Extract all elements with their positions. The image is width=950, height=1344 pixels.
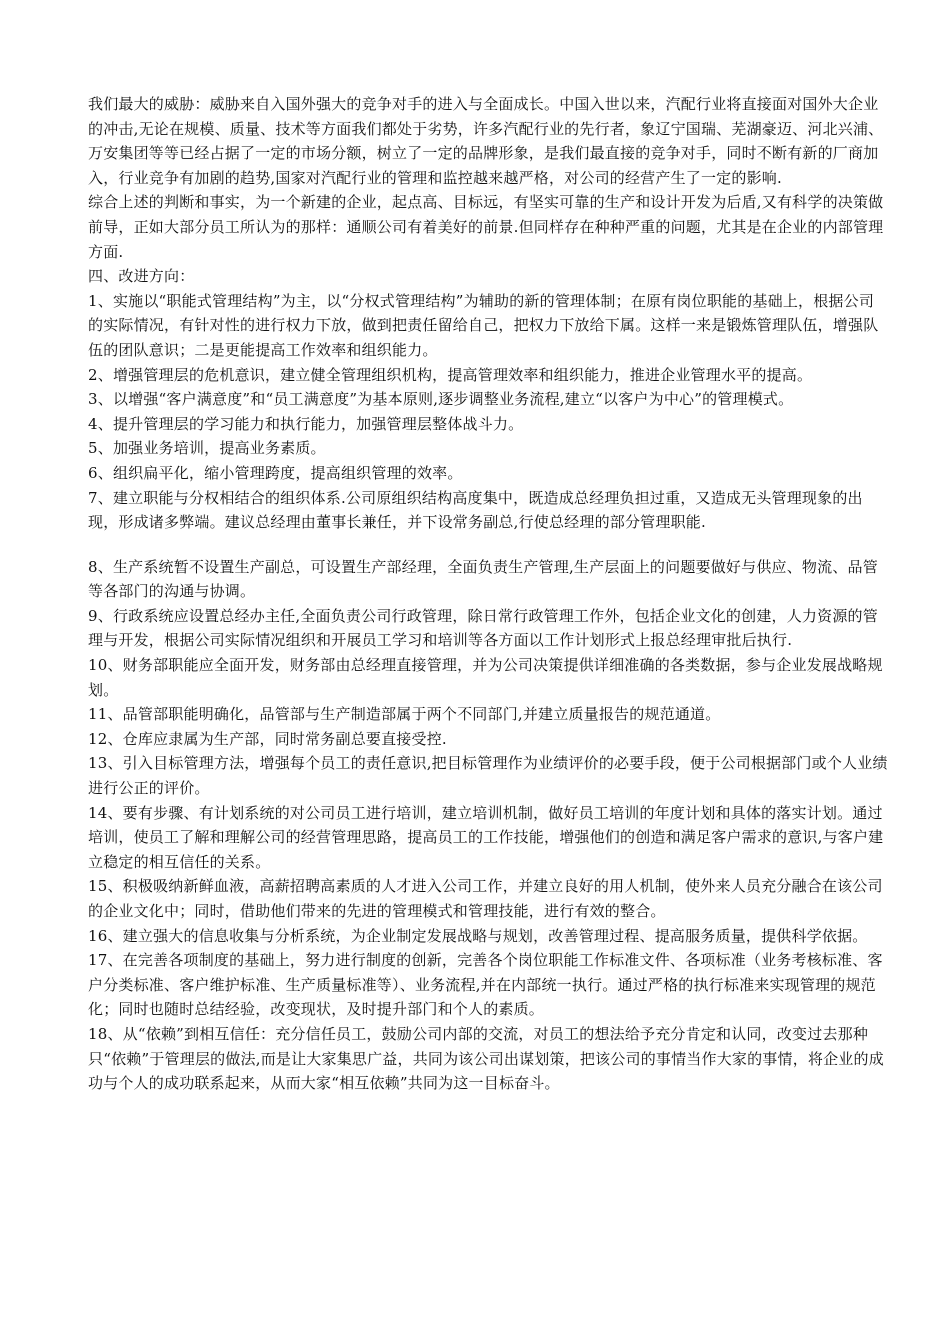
list-item-13: 13、引入目标管理方法，增强每个员工的责任意识,把目标管理作为业绩评价的必要手段，便于公司根据部门或个人业绩进行公正的评价。 [88, 754, 888, 798]
list-item-8: 8、生产系统暂不设置生产副总，可设置生产部经理，全面负责生产管理,生产层面上的问题要做好与供应、物流、品管等各部门的沟通与协调。 [88, 557, 878, 601]
list-item-2: 2、增强管理层的危机意识，建立健全管理组织机构，提高管理效率和组织能力，推进企业管理水平的提高。 [88, 365, 813, 384]
list-item-1: 1、实施以“职能式管理结构”为主，以“分权式管理结构”为辅助的新的管理体制；在原有岗位职能的基础上，根据公司的实际情况，有针对性的进行权力下放，做到把责任留给自己，把权力下放给下属。这样一来是锻炼管理队伍，增强队伍的团队意识；二是更能提高工作效率和组织能力。 [88, 291, 879, 359]
list-item-14: 14、要有步骤、有计划系统的对公司员工进行培训，建立培训机制，做好员工培训的年度计划和具体的落实计划。通过培训，使员工了解和理解公司的经营管理思路，提高员工的工作技能，增强他们的创造和满足客户需求的意识,与客户建立稳定的相互信任的关系。 [88, 803, 884, 871]
section-heading-improvements: 四、改进方向： [88, 267, 195, 286]
blank-line [88, 535, 888, 555]
list-item-5: 5、加强业务培训，提高业务素质。 [88, 439, 326, 458]
list-item-11: 11、品管部职能明确化，品管部与生产制造部属于两个不同部门,并建立质量报告的规范通道。 [88, 705, 721, 724]
list-item-16: 16、建立强大的信息收集与分析系统，为企业制定发展战略与规划，改善管理过程、提高服务质量，提供科学依据。 [88, 926, 868, 945]
list-item-15: 15、积极吸纳新鲜血液，高薪招聘高素质的人才进入公司工作，并建立良好的用人机制，使外来人员充分融合在该公司的企业文化中；同时，借助他们带来的先进的管理模式和管理技能，进行有效的整合。 [88, 877, 883, 920]
list-item-17: 17、在完善各项制度的基础上，努力进行制度的创新，完善各个岗位职能工作标准文件、各项标准（业务考核标准、客户分类标准、客户维护标准、生产质量标准等）、业务流程,并在内部统一执行。通过严格的执行标准来实现管理的规范化；同时也随时总结经验，改变现状，及时提升部门和个人的素质。 [88, 951, 883, 1019]
list-item-3: 3、以增强“客户满意度”和“员工满意度”为基本原则,逐步调整业务流程,建立“以客户为中心”的管理模式。 [88, 390, 794, 409]
list-item-4: 4、提升管理层的学习能力和执行能力，加强管理层整体战斗力。 [88, 414, 524, 433]
list-item-12: 12、仓库应隶属为生产部，同时常务副总要直接受控. [88, 729, 447, 748]
list-item-9: 9、行政系统应设置总经办主任,全面负责公司行政管理，除日常行政管理工作外，包括企业文化的创建，人力资源的管理与开发，根据公司实际情况组织和开展员工学习和培训等各方面以工作计划形式上报总经理审批后执行. [88, 606, 878, 650]
document-body [88, 92, 888, 1096]
list-item-6: 6、组织扁平化，缩小管理跨度，提高组织管理的效率。 [88, 463, 463, 482]
paragraph-threats: 我们最大的威胁：威胁来自入国外强大的竞争对手的进入与全面成长。中国入世以来，汽配行业将直接面对国外大企业的冲击,无论在规模、质量、技术等方面我们都处于劣势，许多汽配行业的先行者，象辽宁国瑞、芜湖豪迈、河北兴浦、万安集团等等已经占据了一定的市场分额，树立了一定的品牌形象，是我们最直接的竞争对手，同时不断有新的厂商加入，行业竞争有加剧的趋势,国家对汽配行业的管理和监控越来越严格，对公司的经营产生了一定的影响. [88, 95, 884, 187]
list-item-7: 7、建立职能与分权相结合的组织体系.公司原组织结构高度集中，既造成总经理负担过重，又造成无头管理现象的出现，形成诸多弊端。建议总经理由董事长兼任，并下设常务副总,行使总经理的部分管理职能. [88, 488, 863, 532]
paragraph-summary: 综合上述的判断和事实，为一个新建的企业，起点高、目标远，有坚实可靠的生产和设计开发为后盾,又有科学的决策做前导，正如大部分员工所认为的那样：通顺公司有着美好的前景.但同样存在种种严重的问题，尤其是在企业的内部管理方面. [88, 193, 884, 261]
list-item-18: 18、从“依赖”到相互信任：充分信任员工，鼓励公司内部的交流，对员工的想法给予充分肯定和认同，改变过去那种只“依赖”于管理层的做法,而是让大家集思广益，共同为该公司出谋划策，把该公司的事情当作大家的事情，将企业的成功与个人的成功联系起来，从而大家“相互依赖”共同为这一目标奋斗。 [88, 1024, 884, 1093]
list-item-10: 10、财务部职能应全面开发，财务部由总经理直接管理，并为公司决策提供详细准确的各类数据，参与企业发展战略规划。 [88, 656, 883, 699]
